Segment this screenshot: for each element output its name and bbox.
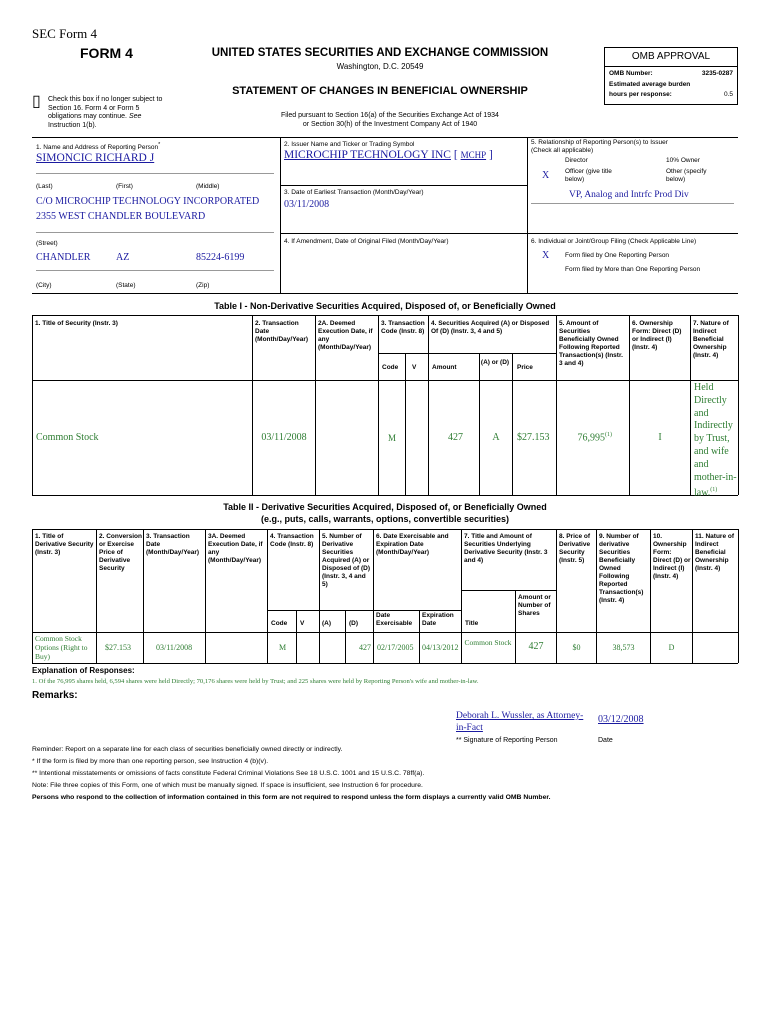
address-line1: C/O MICROCHIP TECHNOLOGY INCORPORATED xyxy=(36,196,260,207)
omb-title: OMB APPROVAL xyxy=(605,48,737,67)
note-reminder: Reminder: Report on a separate line for each class of securities beneficially owned directly or indirectly. xyxy=(32,746,343,753)
table2-title: Table II - Derivative Securities Acquired, Disposed of, or Beneficially Owned xyxy=(223,502,547,512)
last-label: (Last) xyxy=(36,183,53,190)
officer-title: VP, Analog and Intrfc Prod Div xyxy=(569,190,689,200)
one-person-option: Form filed by One Reporting Person xyxy=(565,252,670,259)
t2-h-exercisable: 6. Date Exercisable and Expiration Date (Month/Day/Year) xyxy=(376,533,449,556)
box1-label: 1. Name and Address of Reporting Person* xyxy=(36,142,161,152)
t2-underlying-title: Common Stock xyxy=(464,638,512,647)
t2-h-conversion: 2. Conversion or Exercise Price of Derivative Security xyxy=(99,533,142,572)
t1-h-aord-sub: (A) or (D) xyxy=(480,359,510,366)
state-value: AZ xyxy=(116,252,130,263)
t1-amount: 427 xyxy=(448,432,463,443)
t1-h-ownership: 6. Ownership Form: Direct (D) or Indirect (I) (Instr. 4) xyxy=(632,320,682,351)
omb-burden-label: Estimated average burden xyxy=(609,81,691,88)
issuer-name: MICROCHIP TECHNOLOGY INC [ MCHP ] xyxy=(284,149,493,161)
t2-h-amount-sub: Amount or Number of Shares xyxy=(518,594,551,617)
agency-title: UNITED STATES SECURITIES AND EXCHANGE COMMISSION xyxy=(211,47,549,59)
table1-title: Table I - Non-Derivative Securities Acquired, Disposed of, or Beneficially Owned xyxy=(214,301,556,311)
zip-label: (Zip) xyxy=(196,282,210,289)
t1-h-deemed: 2A. Deemed Execution Date, if any (Month/Day/Year) xyxy=(318,320,373,351)
t2-underlying-amount: 427 xyxy=(528,641,544,652)
t1-h-date: 2. Transaction Date (Month/Day/Year) xyxy=(255,320,309,343)
zip-value: 85224-6199 xyxy=(196,252,245,263)
date-label: Date xyxy=(598,737,613,744)
omb-number-label: OMB Number: xyxy=(609,70,653,77)
t2-derivative-title: Common Stock Options (Right to Buy) xyxy=(35,634,88,661)
signature-label: ** Signature of Reporting Person xyxy=(456,737,558,744)
t2-h-code-sub: Code xyxy=(271,620,288,627)
box2-label: 2. Issuer Name and Ticker or Trading Symbol xyxy=(284,141,415,148)
ten-percent-owner-option: 10% Owner xyxy=(666,157,700,164)
t2-h-v-sub: V xyxy=(300,620,305,627)
omb-number-value: 3235-0287 xyxy=(701,70,733,77)
t1-price: $27.153 xyxy=(517,432,550,443)
omb-hours-value: 0.5 xyxy=(723,91,733,98)
t1-h-v-sub: V xyxy=(412,364,417,371)
checkbox-text: Check this box if no longer subject to Section 16. Form 4 or Form 5 obligations may continue. See Instruction 1(b). xyxy=(48,96,163,129)
t1-h-amount-owned: 5. Amount of Securities Beneficially Owned Following Reported Transaction(s) (Instr. 3 and 4) xyxy=(559,320,623,367)
t1-security-title: Common Stock xyxy=(36,432,99,443)
filed-pursuant-line1: Filed pursuant to Section 16(a) of the Securities Exchange Act of 1934 xyxy=(281,112,499,119)
t2-h-title: 1. Title of Derivative Security (Instr. 3) xyxy=(35,533,94,556)
form-title: FORM 4 xyxy=(80,45,133,61)
t2-h-d-sub: (D) xyxy=(349,620,359,627)
t2-h-date: 3. Transaction Date (Month/Day/Year) xyxy=(146,533,200,556)
t1-h-code: 3. Transaction Code (Instr. 8) xyxy=(381,320,425,335)
t2-h-ownership: 10. Ownership Form: Direct (D) or Indirect (I) (Instr. 4) xyxy=(653,533,691,580)
t1-aord: A xyxy=(492,432,500,443)
note-misstatements: ** Intentional misstatements or omissions of facts constitute Federal Criminal Violations See 18 U.S.C. 1001 and 15 U.S.C. 78ff(a). xyxy=(32,770,425,777)
t2-date-exercisable: 02/17/2005 xyxy=(377,643,414,652)
t2-expiration-date: 04/13/2012 xyxy=(422,643,459,652)
street-label: (Street) xyxy=(36,240,58,247)
t2-h-title-sub: Title xyxy=(465,620,479,627)
t1-code: M xyxy=(387,433,396,443)
t1-ownership-form: I xyxy=(658,432,662,443)
t2-h-nature: 11. Nature of Indirect Beneficial Ownership (Instr. 4) xyxy=(695,533,735,572)
reporting-person-name: SIMONCIC RICHARD J xyxy=(36,152,155,164)
t2-h-code: 4. Transaction Code (Instr. 8) xyxy=(270,533,314,548)
table2-subtitle: (e.g., puts, calls, warrants, options, convertible securities) xyxy=(260,514,510,524)
t2-h-underlying: 7. Title and Amount of Securities Underlying Derivative Security (Instr. 3 and 4) xyxy=(464,533,548,564)
statement-title: STATEMENT OF CHANGES IN BENEFICIAL OWNERSHIP xyxy=(232,85,528,97)
t2-owned: 38,573 xyxy=(612,643,635,652)
state-label: (State) xyxy=(116,282,136,289)
no-longer-subject-checkbox[interactable]: ▯ xyxy=(32,93,41,110)
t2-disposed: 427 xyxy=(359,643,371,652)
first-label: (First) xyxy=(116,183,133,190)
box4-label: 4. If Amendment, Date of Original Filed (Month/Day/Year) xyxy=(284,238,449,245)
t2-conversion-price: $27.153 xyxy=(105,643,131,652)
signature: Deborah L. Wussler, as Attorney- in-Fact xyxy=(456,711,584,733)
remarks-label: Remarks: xyxy=(32,690,78,701)
box5-sublabel: (Check all applicable) xyxy=(531,147,594,154)
omb-approval-box xyxy=(604,47,738,105)
officer-mark: X xyxy=(542,170,550,181)
t1-h-code-sub: Code xyxy=(382,364,399,371)
note-copies: Note: File three copies of this Form, one of which must be manually signed. If space is insufficient, see Instruction 6 for procedure. xyxy=(32,782,423,789)
address-line2: 2355 WEST CHANDLER BOULEVARD xyxy=(36,211,206,222)
explanation-label: Explanation of Responses: xyxy=(32,666,135,675)
earliest-transaction-date: 03/11/2008 xyxy=(284,199,330,210)
t2-h-price: 8. Price of Derivative Security (Instr. 5) xyxy=(559,533,591,564)
box5-label: 5. Relationship of Reporting Person(s) to Issuer xyxy=(531,139,668,146)
t1-nature: Held Directly and Indirectly by Trust, and wife and mother-in-law.$^{(1)}$ xyxy=(694,382,737,499)
t1-h-title: 1. Title of Security (Instr. 3) xyxy=(35,320,118,327)
box3-label: 3. Date of Earliest Transaction (Month/Day/Year) xyxy=(284,189,424,196)
t2-transaction-date: 03/11/2008 xyxy=(156,643,193,652)
t1-h-nature: 7. Nature of Indirect Beneficial Ownership (Instr. 4) xyxy=(693,320,729,359)
t1-h-acquired: 4. Securities Acquired (A) or Disposed Of (D) (Instr. 3, 4 and 5) xyxy=(431,320,550,335)
explanation-footnote-1: 1. Of the 76,995 shares held, 6,594 shares were held Directly; 70,176 shares were held by Trust; and 225 shares were held by Reporting Person's wife and mother-in-law. xyxy=(32,678,479,685)
officer-option: Officer (give title below) xyxy=(565,168,612,183)
other-option: Other (specify below) xyxy=(666,168,707,183)
city-value: CHANDLER xyxy=(36,252,91,263)
t2-h-exp-sub: Expiration Date xyxy=(422,612,454,627)
director-option: Director xyxy=(565,157,588,164)
t2-h-date-ex-sub: Date Exercisable xyxy=(376,612,413,627)
city-label: (City) xyxy=(36,282,52,289)
multiple-persons-option: Form filed by More than One Reporting Person xyxy=(565,266,701,273)
agency-location: Washington, D.C. 20549 xyxy=(336,62,424,71)
t1-h-amount-sub: Amount xyxy=(432,364,457,371)
box6-label: 6. Individual or Joint/Group Filing (Check Applicable Line) xyxy=(531,238,697,245)
t1-transaction-date: 03/11/2008 xyxy=(261,432,307,443)
omb-hours-label: hours per response: xyxy=(609,91,672,98)
t1-amount-owned: 76,995$^{(1)}$ xyxy=(577,432,612,444)
sec-form-label: SEC Form 4 xyxy=(32,26,98,41)
filed-pursuant-line2: or Section 30(h) of the Investment Company Act of 1940 xyxy=(302,121,478,128)
t2-ownership-form: D xyxy=(668,643,675,652)
one-person-mark: X xyxy=(542,250,550,261)
signature-date: 03/12/2008 xyxy=(598,714,644,725)
note-omb: Persons who respond to the collection of information contained in this form are not required to respond unless the form displays a currently valid OMB Number. xyxy=(32,794,551,801)
middle-label: (Middle) xyxy=(196,183,220,190)
note-multiple-persons: * If the form is filed by more than one reporting person, see Instruction 4 (b)(v). xyxy=(32,758,269,765)
t2-code: M xyxy=(279,643,287,652)
t1-h-price-sub: Price xyxy=(517,364,533,371)
t2-derivative-price: $0 xyxy=(572,643,581,652)
t2-h-number: 5. Number of Derivative Securities Acquired (A) or Disposed of (D) (Instr. 3, 4 and 5) xyxy=(322,533,371,588)
t2-h-owned: 9. Number of derivative Securities Beneficially Owned Following Reported Transaction(s) (Instr. 4) xyxy=(599,533,644,604)
t2-h-a-sub: (A) xyxy=(322,620,332,627)
t2-h-deemed: 3A. Deemed Execution Date, if any (Month/Day/Year) xyxy=(208,533,263,564)
